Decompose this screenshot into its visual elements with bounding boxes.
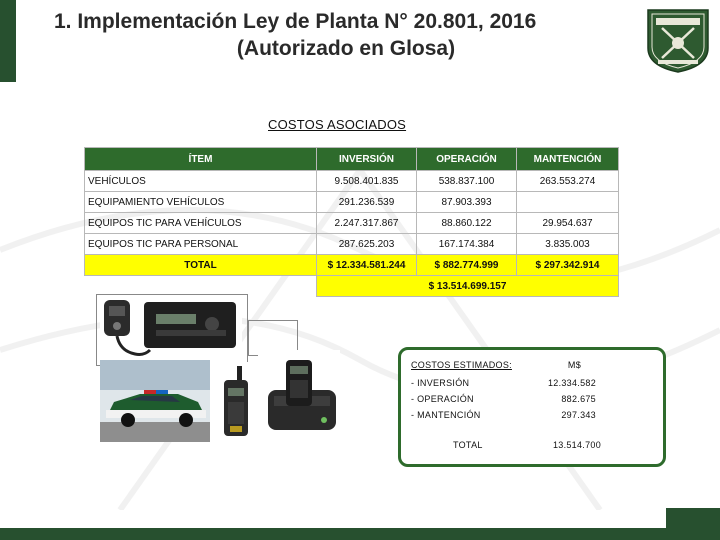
estimate-value: 12.334.582 (547, 378, 596, 388)
title-line-2: (Autorizado en Glosa) (236, 37, 456, 60)
cell-item: EQUIPAMIENTO VEHÍCULOS (85, 192, 317, 213)
estimate-value: 297.343 (561, 410, 596, 420)
cell-operacion: 87.903.393 (417, 192, 517, 213)
section-title: COSTOS ASOCIADOS (268, 117, 407, 132)
header-item: ÍTEM (85, 148, 317, 171)
cell-mantencion: 263.553.274 (517, 171, 619, 192)
estimated-costs-box (398, 347, 666, 467)
estimate-total-label: TOTAL (453, 440, 483, 450)
header-inversion: INVERSIÓN (317, 148, 417, 171)
total-mantencion: $ 297.342.914 (517, 255, 619, 276)
total-inversion: $ 12.334.581.244 (317, 255, 417, 276)
cell-inversion: 9.508.401.835 (317, 171, 417, 192)
cell-mantencion (517, 192, 619, 213)
header-operacion: OPERACIÓN (417, 148, 517, 171)
estimates-head-unit: M$ (567, 360, 581, 370)
estimates-header (411, 360, 651, 374)
cell-inversion: 287.625.203 (317, 234, 417, 255)
estimate-value: 882.675 (561, 394, 596, 404)
accent-bar (0, 0, 16, 82)
footer-bar (0, 528, 720, 540)
estimate-label: - OPERACIÓN (411, 394, 474, 404)
header-mantencion: MANTENCIÓN (517, 148, 619, 171)
estimate-label: - INVERSIÓN (411, 378, 470, 388)
total-label: TOTAL (85, 255, 317, 276)
estimate-total-row (411, 440, 651, 454)
estimates-head-label: COSTOS ESTIMADOS: (411, 360, 512, 370)
radio-charger-photo (258, 350, 340, 442)
table-row (85, 213, 619, 234)
cell-operacion: 538.837.100 (417, 171, 517, 192)
radio-equipment-photo (100, 296, 242, 362)
estimate-row (411, 394, 651, 408)
cell-inversion: 2.247.317.867 (317, 213, 417, 234)
cell-item: EQUIPOS TIC PARA PERSONAL (85, 234, 317, 255)
patrol-car-photo (100, 360, 210, 442)
cell-item: EQUIPOS TIC PARA VEHÍCULOS (85, 213, 317, 234)
portable-radio-photo (210, 362, 260, 442)
cell-operacion: 88.860.122 (417, 213, 517, 234)
estimate-row (411, 410, 651, 424)
cell-inversion: 291.236.539 (317, 192, 417, 213)
estimate-total-value: 13.514.700 (552, 440, 601, 450)
estimate-label: - MANTENCIÓN (411, 410, 481, 420)
grand-total: $ 13.514.699.157 (317, 276, 619, 297)
carabineros-logo (644, 8, 712, 74)
page-title (40, 8, 640, 62)
total-row (85, 255, 619, 276)
cell-operacion: 167.174.384 (417, 234, 517, 255)
cell-mantencion: 3.835.003 (517, 234, 619, 255)
table-row (85, 171, 619, 192)
table-row (85, 234, 619, 255)
total-operacion: $ 882.774.999 (417, 255, 517, 276)
cell-item: VEHÍCULOS (85, 171, 317, 192)
cell-mantencion: 29.954.637 (517, 213, 619, 234)
table-row (85, 192, 619, 213)
costs-table (84, 147, 619, 297)
estimate-row (411, 378, 651, 392)
title-line-1: 1. Implementación Ley de Planta N° 20.801, 2016 (54, 10, 537, 33)
footer-tab (666, 508, 720, 540)
table-header-row (85, 148, 619, 171)
